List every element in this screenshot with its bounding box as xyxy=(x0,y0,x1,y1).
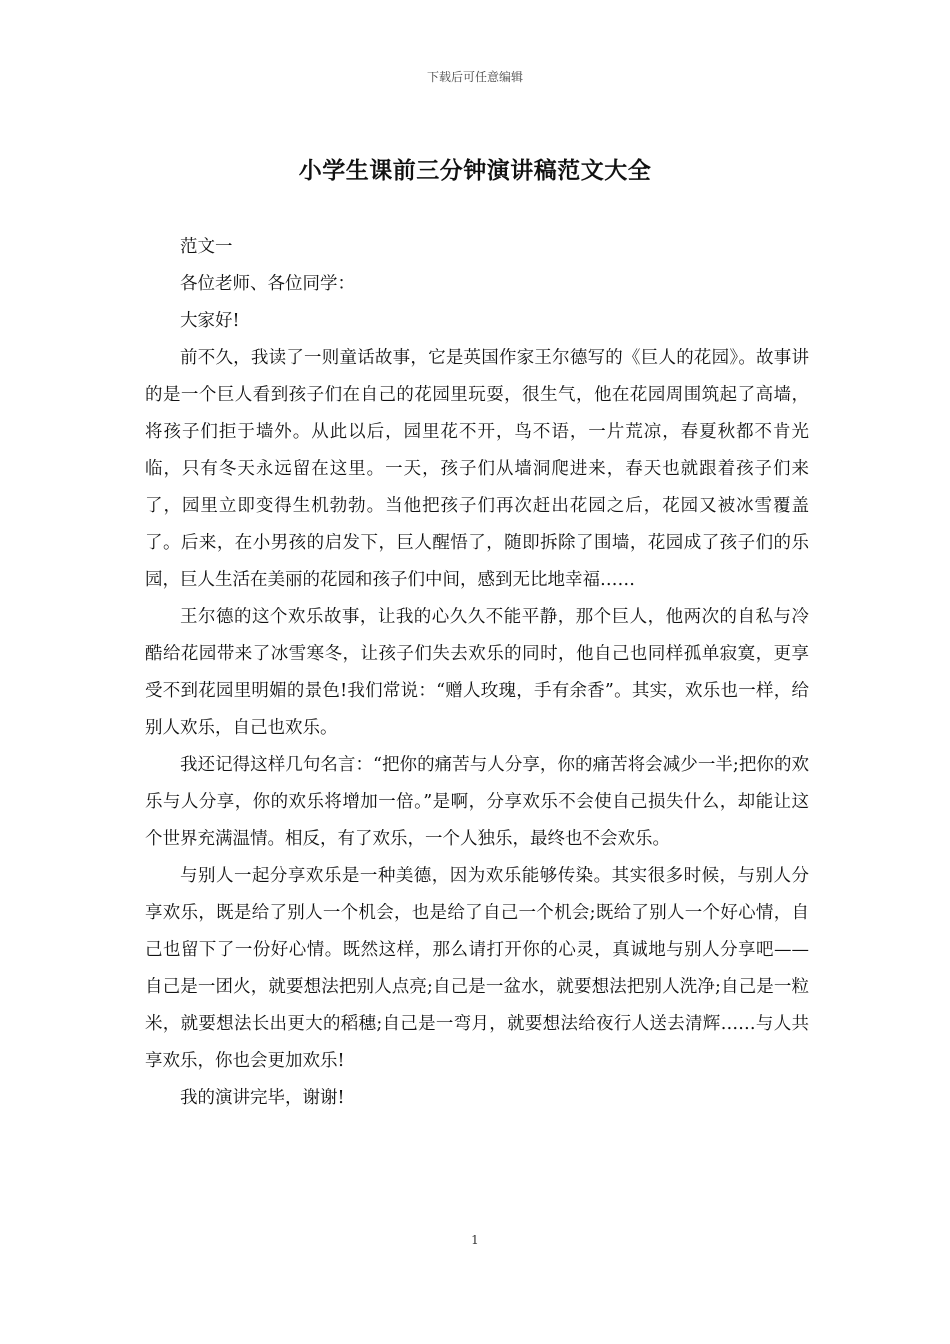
section-heading: 范文一 xyxy=(180,237,233,257)
closing-line: 我的演讲完毕，谢谢! xyxy=(180,1088,345,1108)
greeting: 大家好! xyxy=(180,311,240,331)
document-title: 小学生课前三分钟演讲稿范文大全 xyxy=(298,157,652,184)
page-header: 下载后可任意编辑 xyxy=(426,70,523,84)
page-number: 1 xyxy=(471,1233,479,1247)
body-paragraph: 前不久，我读了一则童话故事，它是英国作家王尔德写的《巨人的花园》。故事讲的是一个巨人看到孩子们在自己的花园里玩耍，很生气，他在花园周围筑起了高墙，将孩子们拒于墙外。从此以后，园里花不开，鸟不语，一片荒凉，春夏秋都不肯光临，只有冬天永远留在这里。一天，孩子们从墙洞爬进来，春天也就跟着孩子们来了，园里立即变得生机勃勃。当他把孩子们再次赶出花园之后，花园又被冰雪覆盖了。后来，在小男孩的启发下，巨人醒悟了，随即拆除了围墙，花园成了孩子们的乐园，巨人生活在美丽的花园和孩子们中间，感到无比地幸福…… xyxy=(145,348,809,590)
document-body xyxy=(145,229,809,1117)
body-paragraph: 王尔德的这个欢乐故事，让我的心久久不能平静，那个巨人，他两次的自私与冷酷给花园带来了冰雪寒冬，让孩子们失去欢乐的同时，他自己也同样孤单寂寞，更享受不到花园里明媚的景色!我们常说：“赠人玫瑰，手有余香”。其实，欢乐也一样，给别人欢乐，自己也欢乐。 xyxy=(145,607,809,738)
salutation: 各位老师、各位同学： xyxy=(180,274,355,294)
body-paragraph: 我还记得这样几句名言：“把你的痛苦与人分享，你的痛苦将会减少一半;把你的欢乐与人分享，你的欢乐将增加一倍。”是啊，分享欢乐不会使自己损失什么，却能让这个世界充满温情。相反，有了欢乐，一个人独乐，最终也不会欢乐。 xyxy=(145,755,809,849)
body-paragraph: 与别人一起分享欢乐是一种美德，因为欢乐能够传染。其实很多时候，与别人分享欢乐，既是给了别人一个机会，也是给了自己一个机会;既给了别人一个好心情，自己也留下了一份好心情。既然这样，那么请打开你的心灵，真诚地与别人分享吧——自己是一团火，就要想法把别人点亮;自己是一盆水，就要想法把别人洗净;自己是一粒米，就要想法长出更大的稻穗;自己是一弯月，就要想法给夜行人送去清辉……与人共享欢乐，你也会更加欢乐! xyxy=(145,866,809,1071)
